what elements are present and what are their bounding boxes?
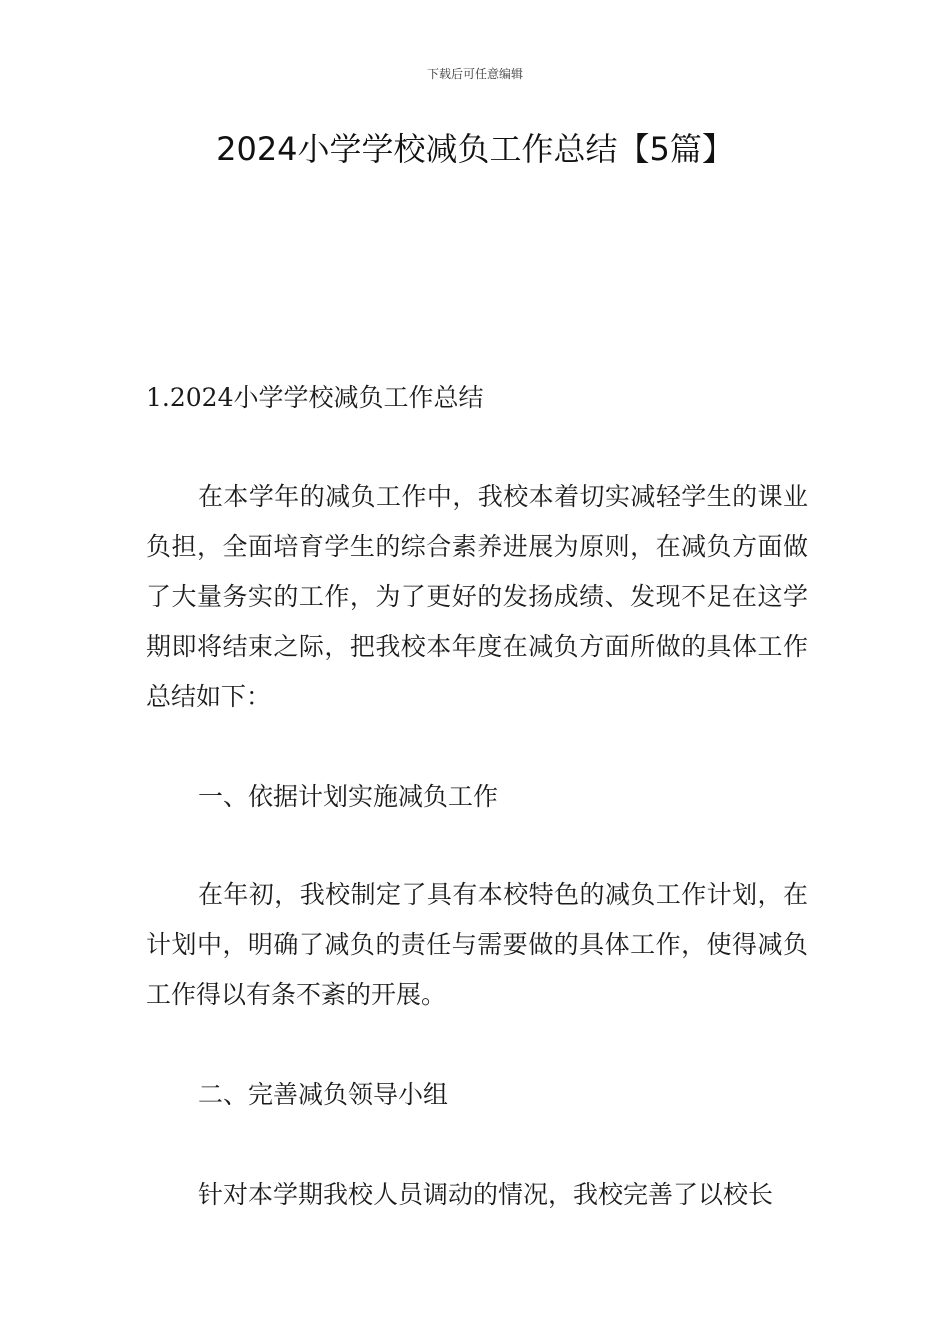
header-note: 下载后可任意编辑 [426,67,523,81]
paragraph: 针对本学期我校人员调动的情况，我校完善了以校长 [198,1180,774,1209]
subheading: 一、依据计划实施减负工作 [198,782,499,811]
paragraph: 在年初，我校制定了具有本校特色的减负工作计划，在计划中，明确了减负的责任与需要做的具体工作，使得减负工作得以有条不紊的开展。 [146,880,808,1009]
subheading: 二、完善减负领导小组 [198,1080,449,1109]
section-heading: 1.2024小学学校减负工作总结 [146,383,484,412]
paragraph: 在本学年的减负工作中，我校本着切实减轻学生的课业负担，全面培育学生的综合素养进展为原则，在减负方面做了大量务实的工作，为了更好的发扬成绩、发现不足在这学期即将结束之际，把我校本年度在减负方面所做的具体工作总结如下： [146,482,808,711]
document-title: 2024小学学校减负工作总结【5篇】 [216,130,734,168]
